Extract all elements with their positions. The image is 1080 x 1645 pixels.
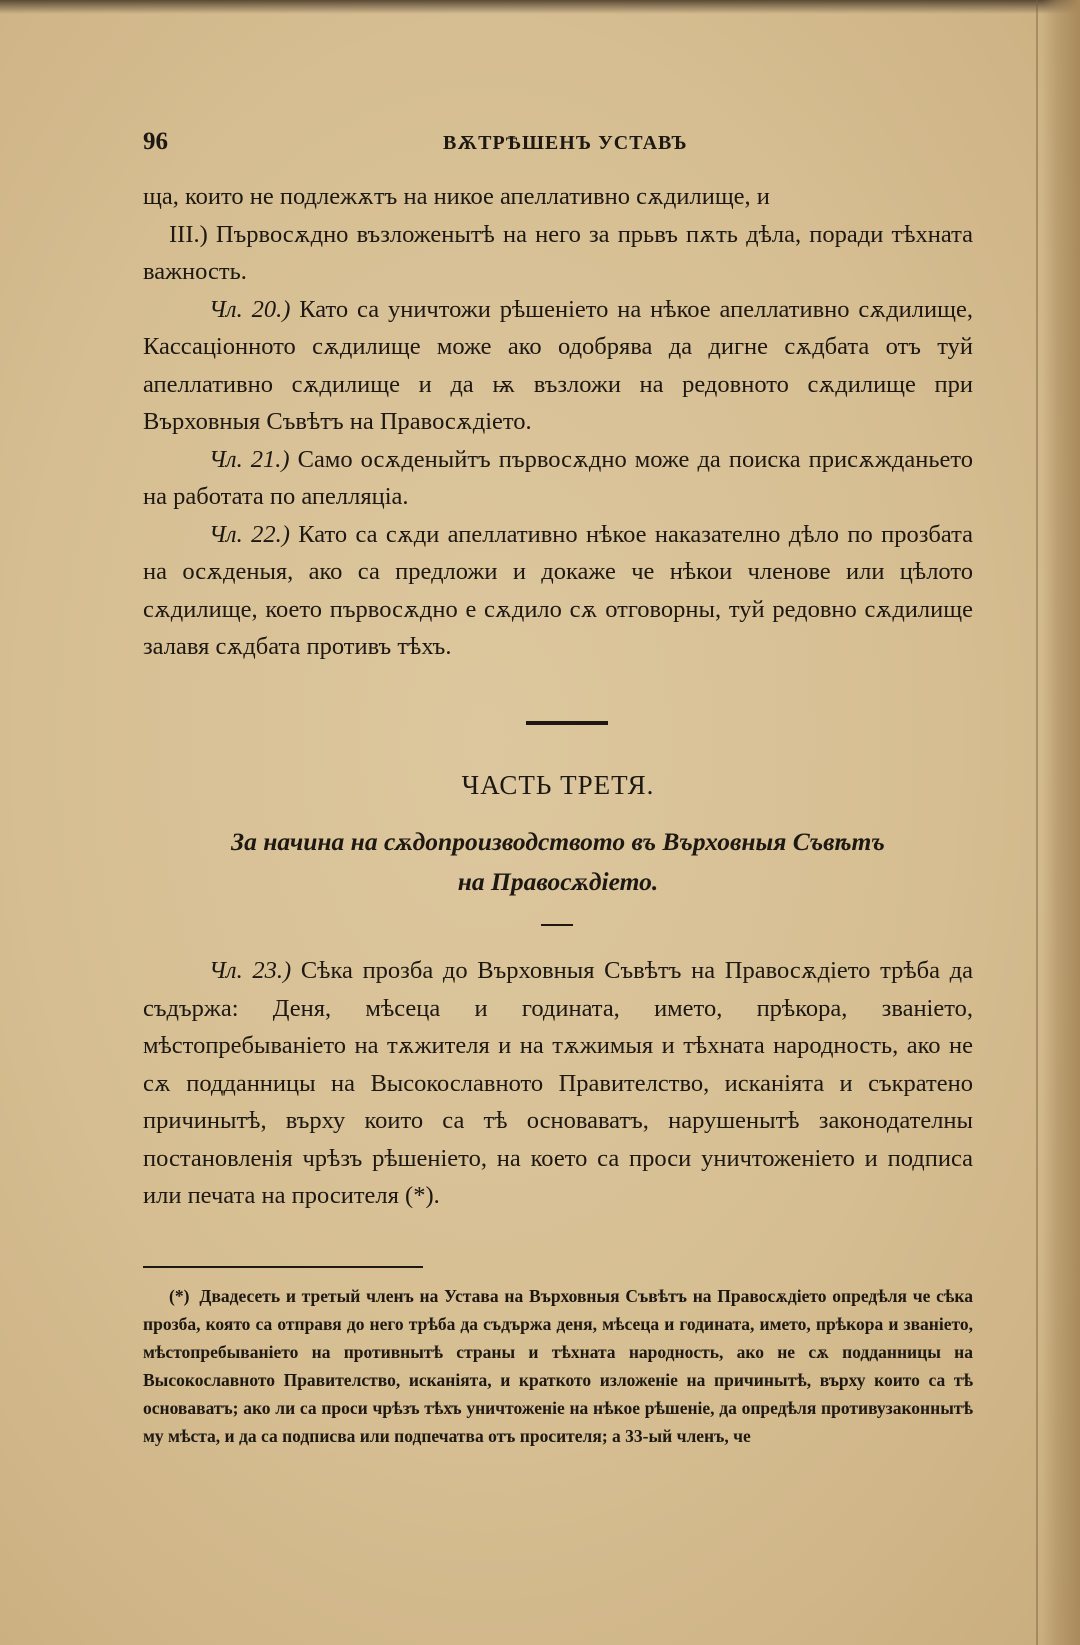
article-text: Само осѫденыйтъ първосѫдно може да поиска присѫжданьето на работата по апелляціа. — [143, 445, 974, 510]
article-number: Чл. 20.) — [209, 295, 291, 323]
part-subtitle-line: За начина на сѫдопроизводството въ Върховныя Съвѣтъ — [231, 827, 885, 856]
page-number: 96 — [143, 128, 168, 155]
short-divider — [541, 924, 573, 926]
body-text — [143, 178, 973, 666]
paragraph-continuation — [143, 178, 973, 216]
footnote-mark: (*) — [169, 1286, 190, 1306]
running-head-title: ВѪТРѢШЕНЪ УСТАВЪ — [443, 132, 688, 154]
paragraph-text: ща, които не подлежѫтъ на никое апеллативно сѫдилище, и — [143, 183, 770, 210]
page-top-shadow — [0, 0, 1080, 14]
running-head — [143, 128, 973, 162]
paragraph-text: III.) Първосѫдно възложенытѣ на него за прьвъ пѫть дѣла, поради тѣхната важность. — [143, 220, 973, 285]
footnote — [143, 1282, 973, 1450]
article-text: Като са уничтожи рѣшеніето на нѣкое апеллативно сѫдилище, Кассаціонното сѫдилище може ако одобрява да дигне сѫдбата отъ туй апеллативно сѫдилище и да ѭ възложи на редовното сѫдилище при Върховныя Съвѣтъ на Правосѫдіето. — [143, 295, 973, 435]
article-23 — [143, 952, 973, 1215]
article-text: Сѣка прозба до Върховныя Съвѣтъ на Правосѫдіето трѣба да съдържа: Деня, мѣсеца и годината, името, прѣкора, званіето, мѣстопребываніето на тѫжителя и на тѫжимыя и тѣхната народность, ако не сѫ подданницы на Высокославното Правителство, исканіята и съкратено причинытѣ, върху които са тѣ основаватъ, нарушенытѣ законодателны постановленія чрѣзъ рѣшеніето, на което са проси уничтоженіето и подписа или печата на просителя (*). — [143, 957, 974, 1209]
article-21 — [143, 441, 973, 516]
article-text: Като са сѫди апеллативно нѣкое наказателно дѣло по прозбата на осѫденыя, ако са предложи и докаже че нѣкои членове или цѣлото сѫдилище, което първосѫдно е сѫдило сѫ отговорны, туй редовно сѫдилище залавя сѫдбата противъ тѣхъ. — [143, 520, 973, 660]
part-subtitle — [143, 822, 973, 902]
page-fold-line — [1036, 0, 1038, 1645]
part-title: ЧАСТЬ ТРЕТЯ. — [461, 770, 655, 800]
article-number: Чл. 22.) — [209, 520, 290, 548]
article-22 — [143, 516, 973, 666]
page-right-edge — [1042, 0, 1080, 1645]
part-subtitle-line: на Правосѫдіето. — [457, 867, 659, 896]
article-number: Чл. 21.) — [209, 445, 290, 473]
section-divider — [526, 721, 608, 725]
footnote-divider — [143, 1266, 423, 1268]
article-number: Чл. 23.) — [209, 957, 292, 984]
footnote-text: Двадесеть и третый членъ на Устава на Върховныя Съвѣтъ на Правосѫдіето опредѣля че сѣка прозба, която са отправя до него трѣба да съдържа деня, мѣсеца и годината, името, прѣкора и званіето, мѣстопребываніето на противнытѣ страны и тѣхната народность, ако не сѫ подданницы на Высокославното Правителство, исканіята, и краткото изложеніе на причинытѣ, върху които са тѣ основаватъ; ако ли са проси чрѣзъ тѣхъ уничтоженіе на нѣкое рѣшеніе, да опредѣля противузаконнытѣ му мѣста, и да са подписва или подпечатва отъ просителя; а 33-ый членъ, че — [143, 1286, 973, 1446]
paragraph-item-iii — [143, 216, 973, 291]
article-20 — [143, 291, 973, 441]
